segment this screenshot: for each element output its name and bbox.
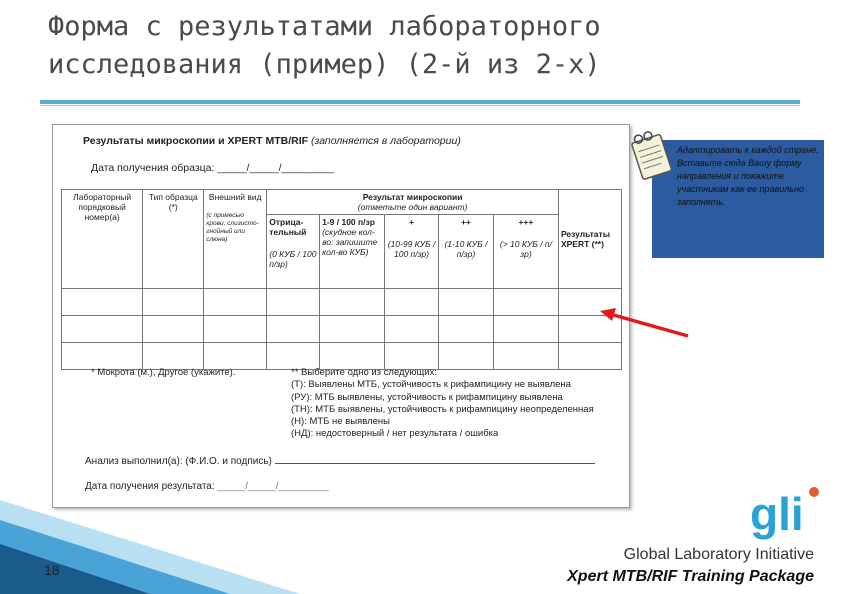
col-appearance-note: (с примесью крови, слизисто-гнойный или слюна) bbox=[206, 212, 259, 243]
gli-logo-icon bbox=[748, 484, 828, 548]
slide-title bbox=[48, 8, 768, 84]
xpert-options bbox=[291, 367, 594, 441]
col-plus1 bbox=[385, 215, 439, 289]
xpert-footnote: ** Выберите одно из следующих: bbox=[291, 367, 437, 378]
performed-by-label: Анализ выполнил(а): (Ф.И.О. и подпись) bbox=[85, 456, 272, 467]
page-number: 18 bbox=[44, 562, 60, 578]
corner-decoration bbox=[0, 500, 300, 594]
title-divider-thin bbox=[40, 105, 800, 106]
form-heading-bold: Результаты микроскопии и XPERT MTB/RIF bbox=[83, 135, 309, 147]
note-text: Адаптировать к каждой стране. Вставьте сюда Вашу форму направления и покажите участникам как ее правильно заполнять. bbox=[677, 145, 819, 207]
col-plus1-label: + bbox=[409, 217, 415, 227]
table-row bbox=[62, 343, 622, 370]
col-negative bbox=[267, 215, 320, 289]
table-row bbox=[62, 316, 622, 343]
form-heading bbox=[83, 135, 461, 147]
col-scanty bbox=[320, 215, 385, 289]
col-negative-label: Отрица-тельный bbox=[269, 217, 307, 237]
slide-title-line1: Форма с результатами лабораторного bbox=[48, 11, 601, 42]
performed-by-line bbox=[275, 453, 595, 464]
microscopy-subtitle: (отметьте один вариант) bbox=[357, 202, 468, 212]
results-table bbox=[61, 189, 622, 370]
col-scanty-label: 1-9 / 100 п/зр bbox=[322, 217, 375, 227]
col-plus2-note: (1-10 КУБ / п/зр) bbox=[444, 239, 488, 259]
red-arrow-icon bbox=[596, 304, 696, 344]
col-appearance bbox=[204, 190, 267, 289]
xpert-option: (НД): недостоверный / нет результата / ошибка bbox=[291, 428, 499, 440]
col-sample-type: Тип образца (*) bbox=[143, 190, 204, 289]
sample-date-field: Дата получения образца: _____/_____/_________ bbox=[91, 162, 335, 174]
xpert-option: (Н): МТБ не выявлены bbox=[291, 416, 390, 428]
lab-results-form bbox=[52, 124, 630, 508]
xpert-option: (РУ): МТБ выявлены, устойчивость к рифампицину выявлена bbox=[291, 391, 563, 403]
col-appearance-label: Внешний вид bbox=[208, 192, 262, 202]
col-xpert: Результаты XPERT (**) bbox=[558, 190, 621, 289]
result-date-field bbox=[85, 481, 329, 492]
result-date-blank: _____/_____/_________ bbox=[217, 481, 329, 492]
xpert-option: (ТН): МТБ выявлены, устойчивость к рифампицину неопределенная bbox=[291, 403, 594, 415]
col-negative-note: (0 КУБ / 100 п/зр) bbox=[269, 249, 317, 269]
table-row bbox=[62, 289, 622, 316]
sample-type-footnote: * Мокрота (м.), Другое (укажите). bbox=[91, 367, 236, 378]
title-divider bbox=[40, 100, 800, 104]
col-plus2 bbox=[438, 215, 493, 289]
col-lab-number: Лабораторный порядковый номер(а) bbox=[62, 190, 143, 289]
slide-title-line2: исследования (пример) (2-й из 2-х) bbox=[48, 49, 601, 80]
col-plus3 bbox=[493, 215, 558, 289]
col-microscopy-group bbox=[267, 190, 559, 215]
col-scanty-note: (скудное кол-во: запишите кол-во КУБ) bbox=[322, 227, 378, 257]
col-plus3-note: (> 10 КУБ / п/зр) bbox=[499, 239, 552, 259]
package-name: Xpert MTB/RIF Training Package bbox=[567, 568, 814, 585]
xpert-option: (Т): Выявлены МТБ, устойчивость к рифампицину не выявлена bbox=[291, 379, 571, 391]
microscopy-title: Результат микроскопии bbox=[362, 192, 463, 202]
result-date-label: Дата получения результата: bbox=[85, 481, 215, 492]
form-heading-italic: (заполняется в лаборатории) bbox=[310, 135, 461, 147]
org-name: Global Laboratory Initiative bbox=[623, 546, 814, 563]
col-plus1-note: (10-99 КУБ / 100 п/зр) bbox=[387, 239, 436, 259]
svg-text:gli: gli bbox=[750, 488, 804, 540]
notepad-icon bbox=[628, 128, 674, 182]
performed-by-field bbox=[85, 453, 595, 467]
col-plus3-label: +++ bbox=[518, 217, 534, 227]
col-plus2-label: ++ bbox=[460, 217, 471, 227]
